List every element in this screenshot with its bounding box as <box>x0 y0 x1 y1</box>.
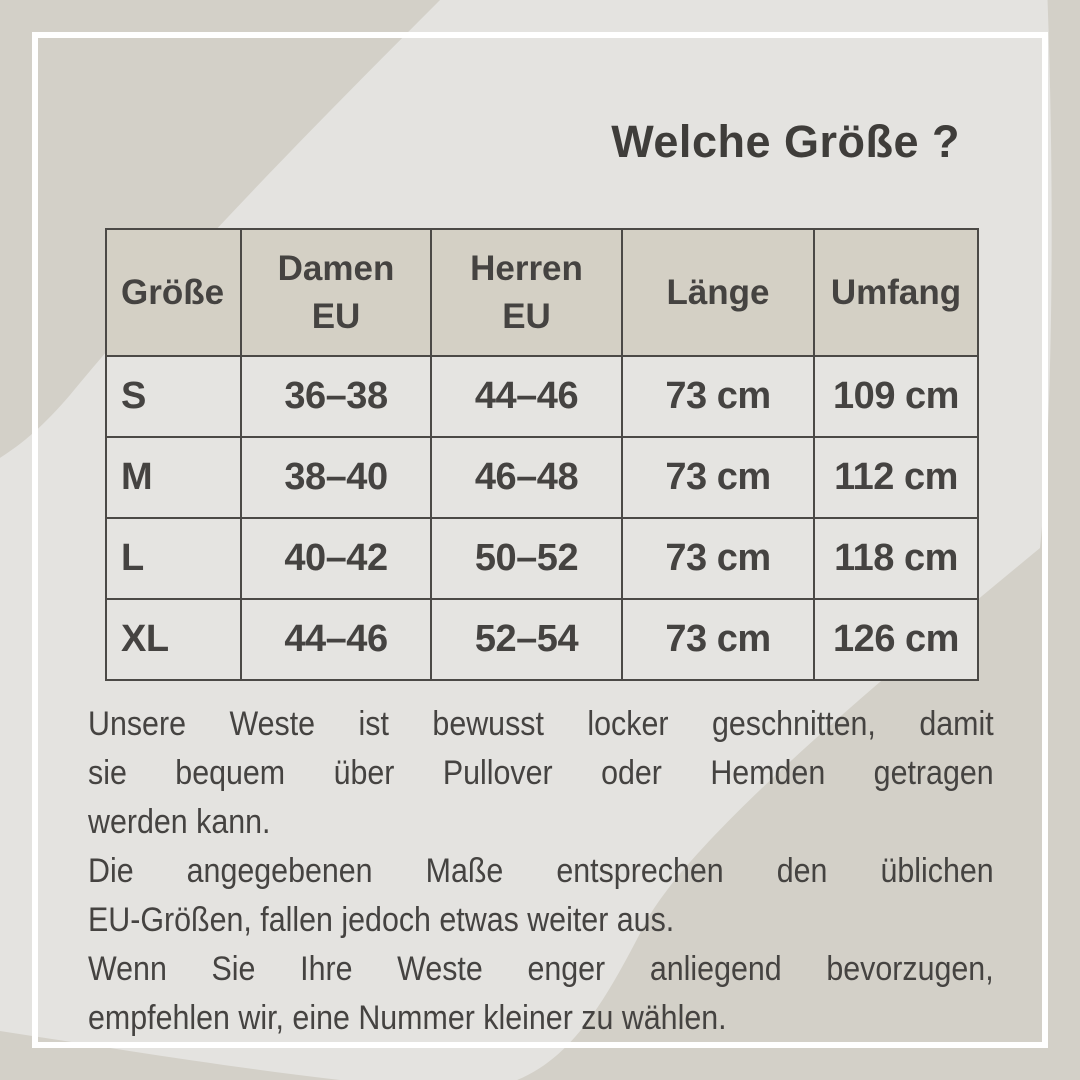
size-table-header <box>106 229 978 356</box>
col-header-damen-eu <box>241 229 431 356</box>
damen-eu-value: 40–42 <box>241 518 431 599</box>
size-label: M <box>106 437 241 518</box>
damen-eu-value: 36–38 <box>241 356 431 437</box>
page-title: Welche Größe ? <box>611 116 960 167</box>
fit-note-paragraph-3 <box>88 945 994 1043</box>
size-label: L <box>106 518 241 599</box>
umfang-value: 118 cm <box>814 518 978 599</box>
laenge-value: 73 cm <box>622 437 814 518</box>
fit-note-paragraph-1 <box>88 700 994 847</box>
laenge-value: 73 cm <box>622 356 814 437</box>
fit-note-paragraph-2 <box>88 847 994 945</box>
table-row-s <box>106 356 978 437</box>
laenge-value: 73 cm <box>622 599 814 680</box>
umfang-value: 126 cm <box>814 599 978 680</box>
col-header-groesse: Größe <box>106 229 241 356</box>
herren-eu-value: 44–46 <box>431 356 622 437</box>
umfang-value: 112 cm <box>814 437 978 518</box>
laenge-value: 73 cm <box>622 518 814 599</box>
size-label: S <box>106 356 241 437</box>
table-row-xl <box>106 599 978 680</box>
damen-eu-value: 38–40 <box>241 437 431 518</box>
col-header-herren-line2: EU <box>502 296 551 336</box>
table-row-m <box>106 437 978 518</box>
note-line: empfehlen wir, eine Nummer kleiner zu wählen. <box>88 999 727 1037</box>
umfang-value: 109 cm <box>814 356 978 437</box>
size-label: XL <box>106 599 241 680</box>
col-header-umfang: Umfang <box>814 229 978 356</box>
damen-eu-value: 44–46 <box>241 599 431 680</box>
header-row <box>106 229 978 356</box>
note-line: werden kann. <box>88 803 271 841</box>
table-row-l <box>106 518 978 599</box>
note-line: Unsere Weste ist bewusst locker geschnitten, damit <box>88 705 994 743</box>
size-table <box>105 228 979 681</box>
col-header-herren-line1: Herren <box>470 249 583 289</box>
col-header-herren-eu <box>431 229 622 356</box>
herren-eu-value: 52–54 <box>431 599 622 680</box>
fit-notes <box>88 700 994 1043</box>
note-line: Wenn Sie Ihre Weste enger anliegend bevorzugen, <box>88 950 994 988</box>
herren-eu-value: 46–48 <box>431 437 622 518</box>
col-header-damen-line1: Damen <box>277 249 395 289</box>
col-header-damen-line2: EU <box>311 296 361 336</box>
note-line: Die angegebenen Maße entsprechen den üblichen <box>88 852 994 890</box>
note-line: EU-Größen, fallen jedoch etwas weiter aus. <box>88 901 675 939</box>
col-header-laenge: Länge <box>622 229 814 356</box>
herren-eu-value: 50–52 <box>431 518 622 599</box>
note-line: sie bequem über Pullover oder Hemden getragen <box>88 754 994 792</box>
